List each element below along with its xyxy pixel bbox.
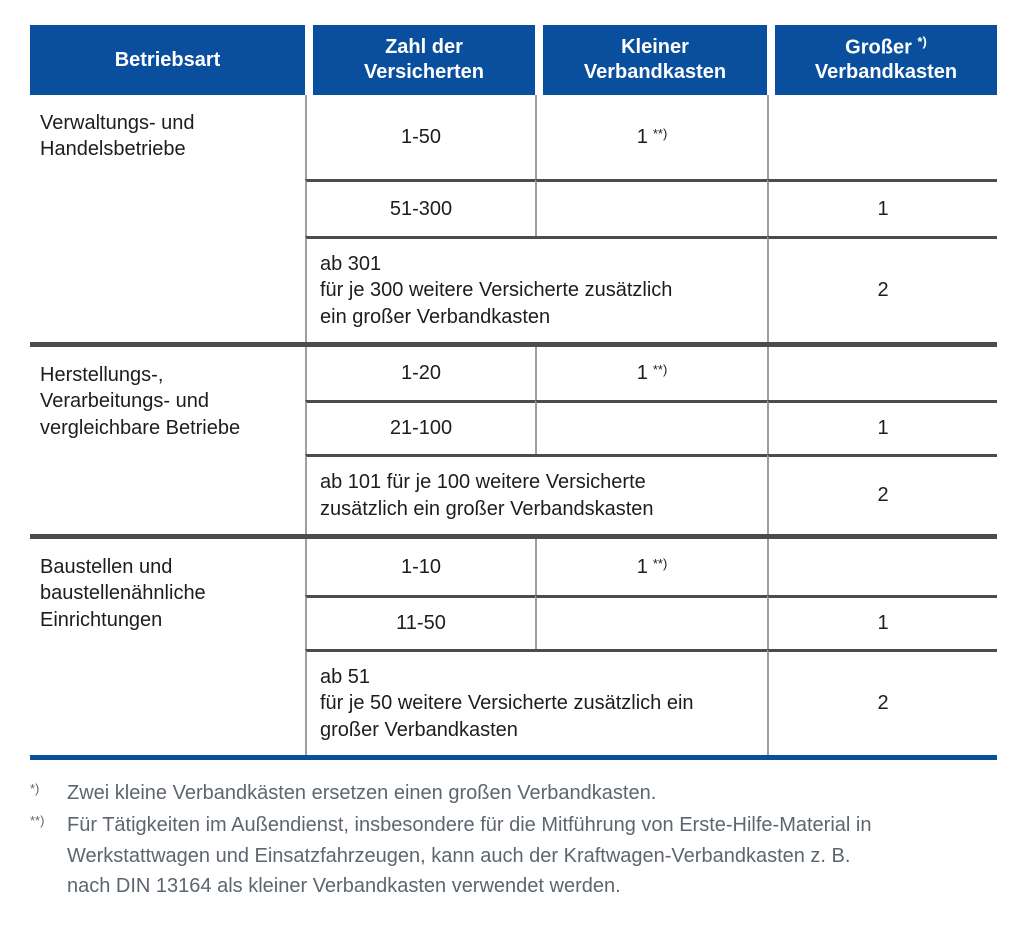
grosser-cell <box>767 649 997 755</box>
betriebsart-cell <box>30 539 305 755</box>
betriebsart-line: Einrichtungen <box>40 608 163 631</box>
zahl-cell <box>305 539 535 595</box>
betriebsart-line: Handelsbetriebe <box>40 138 186 161</box>
grosser-cell <box>767 400 997 454</box>
zahl-value: 21-100 <box>389 417 453 439</box>
zahl-value: 1-10 <box>400 555 442 578</box>
kleiner-cell <box>535 179 767 236</box>
header-grosser-word: Großer <box>845 36 912 59</box>
kleiner-cell <box>535 95 767 179</box>
footnotes <box>30 778 997 902</box>
grosser-value: 2 <box>877 279 889 301</box>
header-zahl-versicherten <box>305 25 535 95</box>
header-betriebsart <box>30 25 305 95</box>
grosser-value: 2 <box>877 484 889 506</box>
betriebsart-line: Verwaltungs- und <box>40 112 195 134</box>
zahl-value: 1-50 <box>400 125 442 148</box>
grosser-cell <box>767 95 997 179</box>
betriebsart-line: Verarbeitungs- und <box>40 390 210 413</box>
zahl-value: 11-50 <box>396 612 446 634</box>
section-herstellung <box>30 347 997 534</box>
grosser-cell <box>767 595 997 649</box>
first-aid-kit-table-page <box>30 25 997 904</box>
footnote-2-line: Werkstattwagen und Einsatzfahrzeugen, kann auch der Kraftwagen-Verbandkasten z. B. <box>67 844 851 867</box>
betriebsart-line: Herstellungs-, <box>40 364 164 386</box>
kleiner-value: 1 <box>636 125 648 148</box>
merged-line: großer Verbandkasten <box>320 718 518 741</box>
table-header-row <box>30 25 997 95</box>
footnote-2-line: nach DIN 13164 als kleiner Verbandkasten verwendet werden. <box>67 875 621 898</box>
footnote-ref: **) <box>652 555 668 571</box>
betriebsart-cell <box>30 95 305 342</box>
zahl-merged-cell <box>305 454 767 534</box>
footnote-2-line: Für Tätigkeiten im Außendienst, insbesondere für die Mitführung von Erste-Hilfe-Material in <box>67 814 872 837</box>
zahl-cell <box>305 595 535 649</box>
header-kleiner-line2: Verbandkasten <box>583 61 727 83</box>
kleiner-cell <box>535 595 767 649</box>
kleiner-value: 1 <box>636 362 648 384</box>
grosser-cell <box>767 539 997 595</box>
kleiner-cell <box>535 539 767 595</box>
zahl-cell <box>305 347 535 400</box>
section-baustellen <box>30 539 997 755</box>
header-kleiner-verbandkasten <box>535 25 767 95</box>
merged-line: zusätzlich ein großer Verbandskasten <box>320 497 654 520</box>
merged-line: ein großer Verbandkasten <box>320 305 551 328</box>
footnote-2-marker: **) <box>30 813 45 829</box>
grosser-cell <box>767 347 997 400</box>
footnote-1-text: Zwei kleine Verbandkästen ersetzen einen großen Verbandkasten. <box>67 782 657 804</box>
header-grosser-line1 <box>845 35 927 61</box>
footnote-ref: **) <box>652 125 668 141</box>
grosser-cell <box>767 179 997 236</box>
footnote-2-text <box>67 810 871 901</box>
zahl-cell <box>305 95 535 179</box>
footnote-1-marker: *) <box>30 781 40 796</box>
betriebsart-line: baustellenähnliche <box>40 582 206 605</box>
zahl-cell <box>305 179 535 236</box>
footnote-2 <box>30 810 997 901</box>
kleiner-cell <box>535 347 767 400</box>
merged-line: ab 101 für je 100 weitere Versicherte <box>320 471 646 494</box>
header-betriebsart-label: Betriebsart <box>114 48 221 71</box>
kleiner-value: 1 <box>636 555 648 578</box>
zahl-merged-cell <box>305 649 767 755</box>
kleiner-cell <box>535 400 767 454</box>
merged-line: ab 301 <box>320 252 382 275</box>
grosser-value: 1 <box>877 417 889 439</box>
merged-line: ab 51 <box>320 665 371 688</box>
grosser-cell <box>767 454 997 534</box>
header-grosser-verbandkasten <box>767 25 997 95</box>
header-grosser-footnote-ref: *) <box>917 33 927 49</box>
merged-line: für je 50 weitere Versicherte zusätzlich ein <box>320 692 694 715</box>
table-bottom-rule <box>30 755 997 760</box>
header-kleiner-line1: Kleiner <box>621 36 689 58</box>
footnote-ref: **) <box>652 362 668 377</box>
section-verwaltung <box>30 95 997 342</box>
grosser-value: 2 <box>877 692 889 714</box>
grosser-cell <box>767 236 997 342</box>
betriebsart-line: Baustellen und <box>40 556 173 578</box>
betriebsart-line: vergleichbare Betriebe <box>40 416 241 439</box>
zahl-value: 1-20 <box>400 362 442 384</box>
zahl-merged-cell <box>305 236 767 342</box>
zahl-cell <box>305 400 535 454</box>
grosser-value: 1 <box>877 612 889 634</box>
zahl-value: 51-300 <box>389 197 453 220</box>
header-zahl-line2: Versicherten <box>363 61 485 83</box>
merged-line: für je 300 weitere Versicherte zusätzlich <box>320 279 673 302</box>
header-zahl-line1: Zahl der <box>385 36 463 58</box>
grosser-value: 1 <box>877 197 889 220</box>
footnote-1 <box>30 778 997 808</box>
betriebsart-cell <box>30 347 305 534</box>
header-grosser-line2: Verbandkasten <box>814 61 958 84</box>
